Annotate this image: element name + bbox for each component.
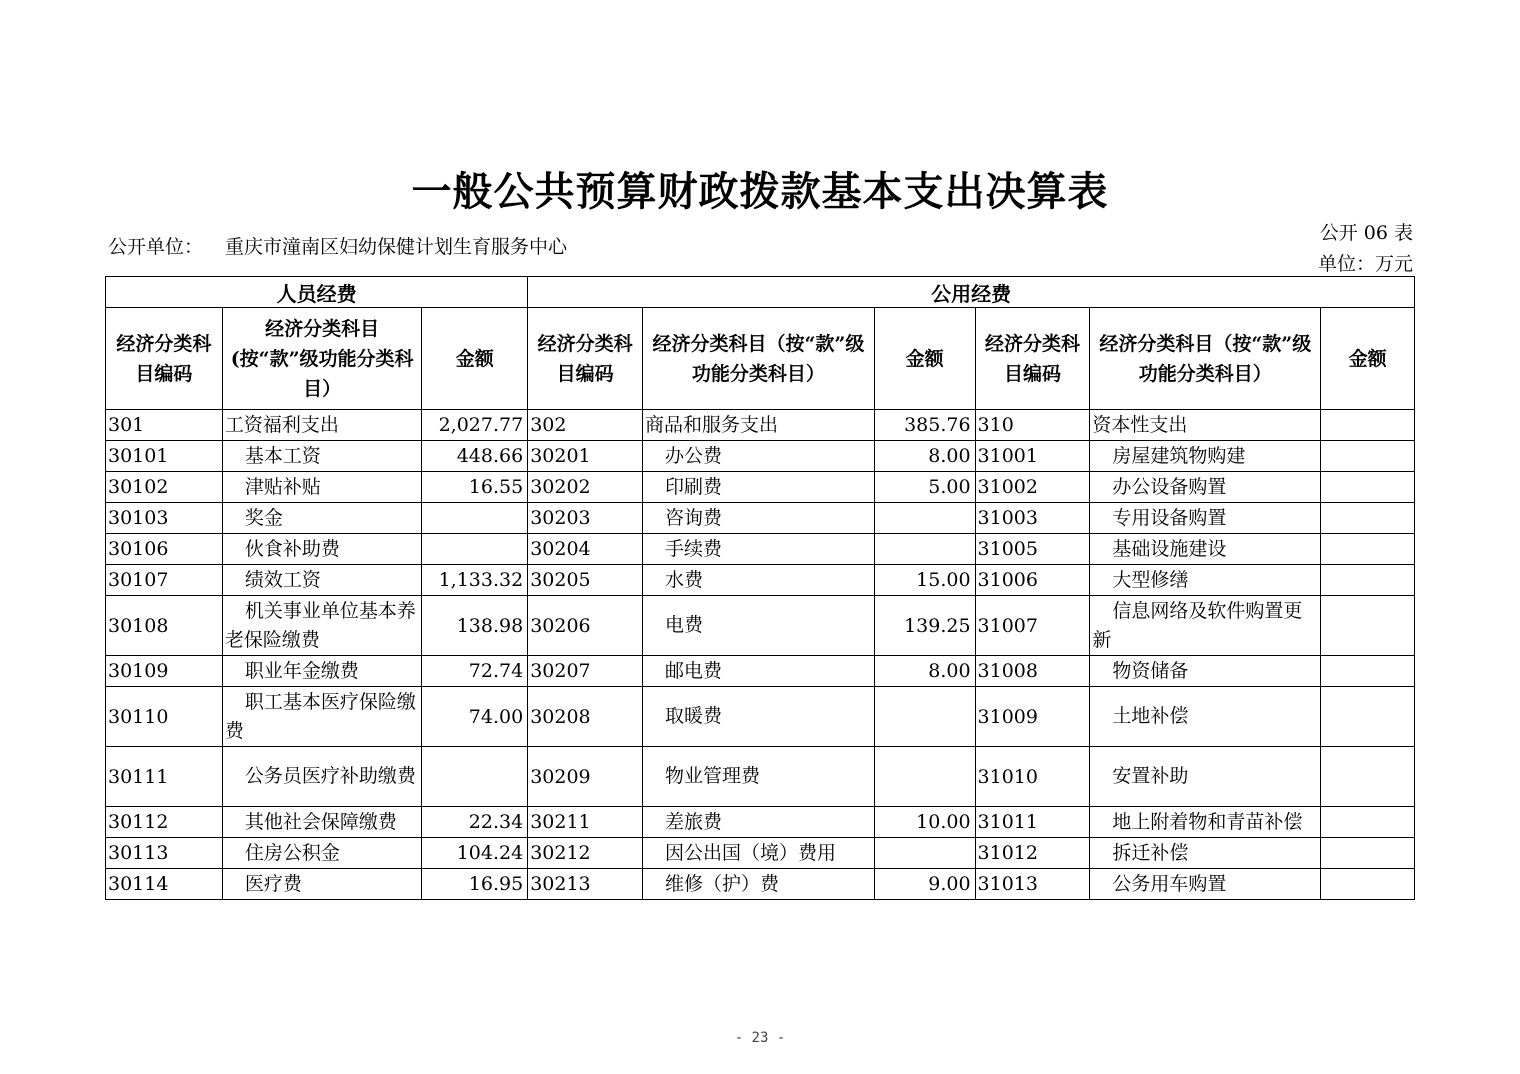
amount-cell: 8.00: [874, 656, 975, 687]
item-name: 基础设施建设: [1112, 537, 1227, 560]
name-cell: [1090, 472, 1321, 503]
name-cell: [222, 656, 422, 687]
name-cell: [1090, 687, 1321, 747]
item-name: 公务员医疗补助缴费: [244, 765, 416, 787]
header-name: 经济分类科目(按“款”级功能分类科目）: [222, 308, 422, 410]
amount-cell: 448.66: [422, 441, 528, 472]
amount-cell: [422, 747, 528, 807]
amount-cell: 74.00: [422, 687, 528, 747]
code-cell: 30213: [528, 869, 643, 900]
amount-cell: [1321, 441, 1415, 472]
amount-cell: [874, 838, 975, 869]
amount-cell: 138.98: [422, 596, 528, 656]
amount-cell: 8.00: [874, 441, 975, 472]
table-row: [106, 596, 1415, 656]
code-cell: 30206: [528, 596, 643, 656]
name-cell: [643, 565, 875, 596]
amount-cell: 1,133.32: [422, 565, 528, 596]
amount-cell: 10.00: [874, 807, 975, 838]
amount-cell: [1321, 869, 1415, 900]
code-cell: 31010: [975, 747, 1090, 807]
item-name: 商品和服务支出: [645, 413, 779, 436]
name-cell: [1090, 534, 1321, 565]
code-cell: 30113: [106, 838, 223, 869]
code-cell: 31008: [975, 656, 1090, 687]
item-name: 其他社会保障缴费: [244, 810, 397, 833]
code-cell: 30102: [106, 472, 223, 503]
item-name: 安置补助: [1112, 765, 1189, 787]
header-code: 经济分类科目编码: [528, 308, 643, 410]
table-row: [106, 441, 1415, 472]
item-name: 电费: [665, 614, 704, 636]
item-name: 信息网络及软件购置更新: [1092, 599, 1303, 651]
code-cell: 30106: [106, 534, 223, 565]
item-name: 机关事业单位基本养老保险缴费: [224, 599, 416, 651]
amount-cell: [422, 503, 528, 534]
name-cell: [1090, 410, 1321, 441]
code-cell: 30209: [528, 747, 643, 807]
amount-cell: 139.25: [874, 596, 975, 656]
amount-cell: [1321, 472, 1415, 503]
item-name: 房屋建筑物购建: [1112, 444, 1246, 467]
table-row: [106, 656, 1415, 687]
header-code: 经济分类科目编码: [106, 308, 223, 410]
code-cell: 31003: [975, 503, 1090, 534]
code-cell: 31007: [975, 596, 1090, 656]
amount-cell: [1321, 656, 1415, 687]
table-row: [106, 687, 1415, 747]
item-name: 因公出国（境）费用: [665, 841, 837, 864]
code-cell: 31012: [975, 838, 1090, 869]
table-row: [106, 807, 1415, 838]
amount-cell: 16.95: [422, 869, 528, 900]
name-cell: [1090, 747, 1321, 807]
code-cell: 30207: [528, 656, 643, 687]
name-cell: [222, 565, 422, 596]
item-name: 工资福利支出: [224, 413, 339, 436]
amount-cell: [1321, 534, 1415, 565]
header-amount: 金额: [874, 308, 975, 410]
name-cell: [222, 838, 422, 869]
code-cell: 30112: [106, 807, 223, 838]
item-name: 伙食补助费: [244, 537, 340, 560]
unit-name: 重庆市潼南区妇幼保健计划生育服务中心: [225, 236, 568, 258]
code-cell: 310: [975, 410, 1090, 441]
item-name: 专用设备购置: [1112, 506, 1227, 529]
name-cell: [1090, 441, 1321, 472]
name-cell: [643, 410, 875, 441]
name-cell: [222, 441, 422, 472]
amount-cell: 15.00: [874, 565, 975, 596]
amount-cell: 2,027.77: [422, 410, 528, 441]
name-cell: [643, 838, 875, 869]
amount-cell: [1321, 807, 1415, 838]
name-cell: [643, 441, 875, 472]
header-name: 经济分类科目（按“款”级功能分类科目）: [643, 308, 875, 410]
amount-cell: 72.74: [422, 656, 528, 687]
name-cell: [1090, 807, 1321, 838]
name-cell: [222, 747, 422, 807]
item-name: 职工基本医疗保险缴费: [224, 690, 416, 742]
name-cell: [1090, 838, 1321, 869]
item-name: 公务用车购置: [1112, 872, 1227, 895]
code-cell: 30103: [106, 503, 223, 534]
name-cell: [222, 472, 422, 503]
table-row: [106, 410, 1415, 441]
name-cell: [222, 687, 422, 747]
item-name: 取暖费: [665, 705, 723, 727]
amount-cell: [1321, 687, 1415, 747]
header-amount: 金额: [422, 308, 528, 410]
item-name: 办公设备购置: [1112, 475, 1227, 498]
amount-cell: [1321, 596, 1415, 656]
item-name: 印刷费: [665, 475, 723, 498]
table-number: 公开 06 表: [1319, 222, 1413, 244]
name-cell: [222, 807, 422, 838]
name-cell: [222, 869, 422, 900]
code-cell: 30208: [528, 687, 643, 747]
item-name: 医疗费: [244, 872, 302, 895]
name-cell: [1090, 596, 1321, 656]
item-name: 拆迁补偿: [1112, 841, 1189, 864]
item-name: 大型修缮: [1112, 568, 1189, 591]
amount-cell: [1321, 410, 1415, 441]
code-cell: 30109: [106, 656, 223, 687]
code-cell: 31006: [975, 565, 1090, 596]
item-name: 物业管理费: [665, 765, 761, 787]
publishing-unit: [108, 232, 567, 259]
amount-cell: [874, 534, 975, 565]
group-public: 公用经费: [528, 277, 1415, 308]
code-cell: 31002: [975, 472, 1090, 503]
group-personnel: 人员经费: [106, 277, 528, 308]
name-cell: [643, 869, 875, 900]
name-cell: [643, 687, 875, 747]
money-unit: 单位：万元: [1317, 253, 1413, 275]
item-name: 绩效工资: [244, 568, 321, 591]
table-row: [106, 472, 1415, 503]
code-cell: 30114: [106, 869, 223, 900]
code-cell: 31013: [975, 869, 1090, 900]
code-cell: 31009: [975, 687, 1090, 747]
table-row: [106, 869, 1415, 900]
name-cell: [1090, 656, 1321, 687]
code-cell: 30107: [106, 565, 223, 596]
amount-cell: [422, 534, 528, 565]
item-name: 资本性支出: [1092, 413, 1188, 436]
code-cell: 30101: [106, 441, 223, 472]
table-row: [106, 565, 1415, 596]
header-code: 经济分类科目编码: [975, 308, 1090, 410]
item-name: 地上附着物和青苗补偿: [1112, 810, 1303, 833]
item-name: 差旅费: [665, 810, 723, 833]
amount-cell: [874, 503, 975, 534]
header-name: 经济分类科目（按“款”级功能分类科目）: [1090, 308, 1321, 410]
amount-cell: [1321, 565, 1415, 596]
name-cell: [1090, 869, 1321, 900]
name-cell: [643, 534, 875, 565]
name-cell: [643, 503, 875, 534]
code-cell: 302: [528, 410, 643, 441]
expenditure-table: [105, 276, 1415, 900]
item-name: 办公费: [665, 444, 723, 467]
name-cell: [643, 747, 875, 807]
code-cell: 31001: [975, 441, 1090, 472]
name-cell: [643, 472, 875, 503]
code-cell: 30110: [106, 687, 223, 747]
item-name: 邮电费: [665, 659, 723, 682]
code-cell: 31005: [975, 534, 1090, 565]
name-cell: [222, 410, 422, 441]
code-cell: 30203: [528, 503, 643, 534]
amount-cell: 104.24: [422, 838, 528, 869]
amount-cell: [1321, 747, 1415, 807]
code-cell: 30212: [528, 838, 643, 869]
unit-label: 公开单位：: [108, 236, 204, 258]
page-number: - 23 -: [734, 1030, 786, 1046]
amount-cell: [874, 747, 975, 807]
item-name: 维修（护）费: [665, 872, 780, 895]
amount-cell: 385.76: [874, 410, 975, 441]
name-cell: [643, 596, 875, 656]
item-name: 基本工资: [244, 444, 321, 467]
name-cell: [1090, 503, 1321, 534]
amount-cell: 16.55: [422, 472, 528, 503]
item-name: 职业年金缴费: [244, 659, 359, 682]
item-name: 住房公积金: [244, 841, 340, 864]
item-name: 土地补偿: [1112, 705, 1189, 727]
code-cell: 30111: [106, 747, 223, 807]
name-cell: [222, 596, 422, 656]
code-cell: 31011: [975, 807, 1090, 838]
amount-cell: [874, 687, 975, 747]
code-cell: 30201: [528, 441, 643, 472]
table-row: [106, 838, 1415, 869]
table-row: [106, 534, 1415, 565]
code-cell: 30211: [528, 807, 643, 838]
name-cell: [222, 503, 422, 534]
amount-cell: [1321, 503, 1415, 534]
header-amount: 金额: [1321, 308, 1415, 410]
name-cell: [643, 807, 875, 838]
name-cell: [222, 534, 422, 565]
amount-cell: [1321, 838, 1415, 869]
item-name: 水费: [665, 568, 704, 591]
amount-cell: 9.00: [874, 869, 975, 900]
item-name: 咨询费: [665, 506, 723, 529]
item-name: 手续费: [665, 537, 723, 560]
item-name: 奖金: [244, 506, 283, 529]
code-cell: 301: [106, 410, 223, 441]
name-cell: [1090, 565, 1321, 596]
table-body: [106, 410, 1415, 900]
item-name: 津贴补贴: [244, 475, 321, 498]
page-title: 一般公共预算财政拨款基本支出决算表: [411, 168, 1109, 215]
table-row: [106, 503, 1415, 534]
table-row: [106, 747, 1415, 807]
code-cell: 30202: [528, 472, 643, 503]
name-cell: [643, 656, 875, 687]
code-cell: 30205: [528, 565, 643, 596]
amount-cell: 5.00: [874, 472, 975, 503]
code-cell: 30108: [106, 596, 223, 656]
code-cell: 30204: [528, 534, 643, 565]
item-name: 物资储备: [1112, 659, 1189, 682]
amount-cell: 22.34: [422, 807, 528, 838]
